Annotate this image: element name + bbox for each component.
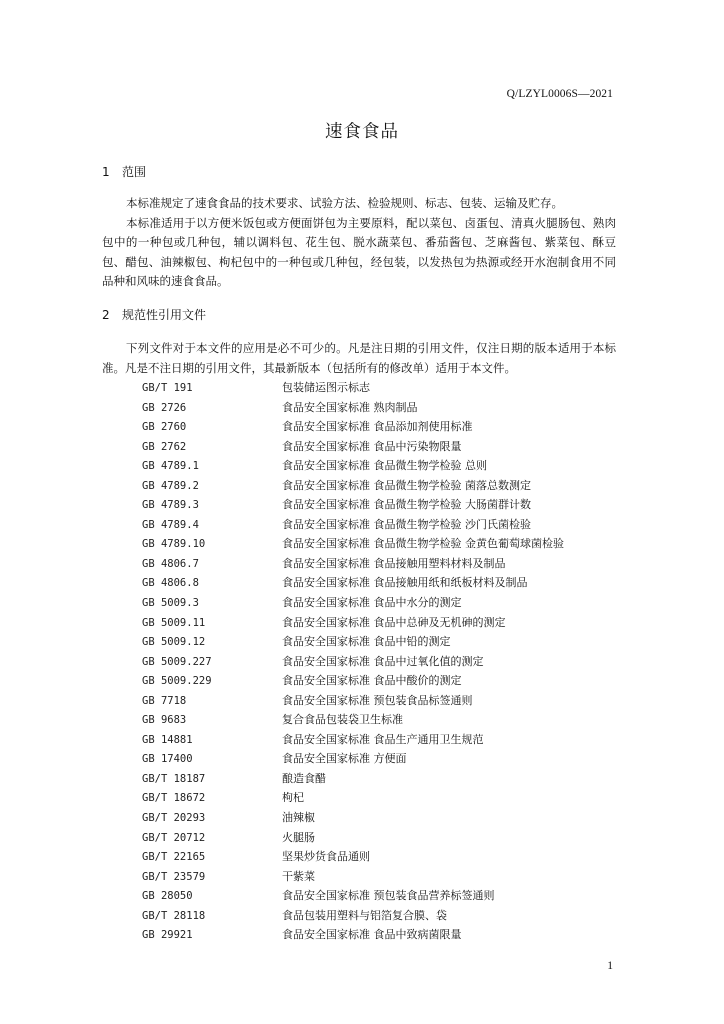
reference-code: GB 5009.12	[142, 636, 206, 649]
reference-item	[142, 554, 622, 574]
reference-item	[142, 378, 622, 398]
reference-item	[142, 515, 622, 535]
page-number: 1	[607, 960, 613, 972]
reference-code: GB/T 20712	[142, 831, 206, 844]
reference-code: GB 2762	[142, 440, 187, 453]
reference-item	[142, 593, 622, 613]
reference-item	[142, 437, 622, 457]
reference-name: 复合食品包装袋卫生标准	[282, 713, 403, 727]
reference-code: GB 2760	[142, 421, 187, 434]
reference-item	[142, 456, 622, 476]
reference-code: GB/T 23579	[142, 870, 206, 883]
reference-item	[142, 691, 622, 711]
reference-code: GB 7718	[142, 694, 187, 707]
reference-item	[142, 788, 622, 808]
reference-item	[142, 828, 622, 848]
reference-code: GB 5009.11	[142, 616, 206, 629]
reference-code: GB/T 191	[142, 382, 193, 394]
reference-name: 食品安全国家标准 预包装食品营养标签通则	[282, 889, 495, 903]
section-1-heading	[102, 163, 146, 180]
reference-code: GB 5009.227	[142, 655, 212, 668]
reference-item	[142, 906, 622, 926]
reference-name: 枸杞	[282, 791, 304, 805]
reference-name: 食品安全国家标准 食品微生物学检验 菌落总数测定	[282, 478, 531, 492]
paragraph: 本标准规定了速食食品的技术要求、试验方法、检验规则、标志、包装、运输及贮存。	[126, 196, 563, 210]
reference-item	[142, 476, 622, 496]
reference-code: GB/T 18187	[142, 772, 206, 785]
reference-name: 食品安全国家标准 食品中水分的测定	[282, 596, 462, 610]
reference-code: GB 17400	[142, 753, 193, 766]
reference-code: GB 4789.10	[142, 538, 206, 551]
reference-name: 食品安全国家标准 熟肉制品	[282, 400, 418, 414]
reference-item	[142, 632, 622, 652]
reference-name: 食品安全国家标准 食品微生物学检验 沙门氏菌检验	[282, 517, 531, 531]
reference-item	[142, 886, 622, 906]
reference-code: GB 14881	[142, 733, 193, 746]
reference-code: GB 2726	[142, 401, 187, 414]
reference-name: 食品安全国家标准 食品中铅的测定	[282, 635, 451, 649]
reference-item	[142, 398, 622, 418]
reference-item	[142, 730, 622, 750]
reference-item	[142, 495, 622, 515]
reference-name: 食品安全国家标准 食品接触用纸和纸板材料及制品	[282, 576, 528, 590]
reference-code: GB/T 18672	[142, 792, 206, 805]
paragraph: 下列文件对于本文件的应用是必不可少的。凡是注日期的引用文件，仅注日期的版本适用于本标准。凡是不注日期的引用文件，其最新版本（包括所有的修改单）适用于本文件。	[102, 341, 616, 375]
reference-name: 食品安全国家标准 食品中酸价的测定	[282, 674, 462, 688]
reference-code: GB/T 20293	[142, 812, 206, 825]
section-2-heading	[102, 306, 206, 323]
reference-name: 食品安全国家标准 食品微生物学检验 总则	[282, 459, 487, 473]
reference-item	[142, 749, 622, 769]
section-2-intro	[102, 339, 616, 378]
reference-item	[142, 613, 622, 633]
reference-name: 食品安全国家标准 方便面	[282, 752, 407, 766]
reference-item	[142, 534, 622, 554]
reference-name: 食品安全国家标准 食品中致病菌限量	[282, 928, 462, 942]
reference-item	[142, 573, 622, 593]
section-title: 范围	[122, 165, 147, 179]
reference-item	[142, 652, 622, 672]
reference-item	[142, 808, 622, 828]
section-1-body	[102, 194, 616, 292]
document-title: 速食食品	[325, 122, 399, 142]
reference-name: 食品安全国家标准 食品接触用塑料材料及制品	[282, 556, 506, 570]
reference-name: 火腿肠	[282, 830, 315, 844]
section-number: 2	[102, 308, 110, 322]
reference-name: 油辣椒	[282, 811, 315, 825]
reference-name: 食品安全国家标准 预包装食品标签通则	[282, 693, 473, 707]
reference-code: GB 29921	[142, 929, 193, 942]
standard-code: Q/LZYL0006S—2021	[506, 88, 613, 100]
reference-code: GB 5009.3	[142, 597, 199, 610]
reference-name: 坚果炒货食品通则	[282, 850, 370, 864]
reference-code: GB 4789.1	[142, 460, 199, 473]
reference-name: 食品安全国家标准 食品中过氧化值的测定	[282, 654, 484, 668]
reference-code: GB 4806.8	[142, 577, 199, 590]
reference-item	[142, 671, 622, 691]
reference-name: 食品安全国家标准 食品中污染物限量	[282, 439, 462, 453]
reference-name: 食品安全国家标准 食品生产通用卫生规范	[282, 732, 484, 746]
reference-item	[142, 769, 622, 789]
reference-item	[142, 847, 622, 867]
reference-name: 酿造食醋	[282, 771, 326, 785]
reference-item	[142, 867, 622, 887]
paragraph: 本标准适用于以方便米饭包或方便面饼包为主要原料，配以菜包、卤蛋包、清真火腿肠包、熟肉包中的一种包或几种包，辅以调料包、花生包、脱水蔬菜包、番茄酱包、芝麻酱包、紫菜包、酥豆包、醋包、油辣椒包、枸杞包中的一种包或几种包，经包装，以发热包为热源或经开水泡制食用不同品种和风味的速食食品。	[102, 215, 616, 288]
reference-code: GB 4789.2	[142, 479, 199, 492]
section-number: 1	[102, 165, 110, 179]
reference-item	[142, 925, 622, 945]
reference-code: GB/T 28118	[142, 909, 206, 922]
reference-name: 包装储运图示标志	[282, 381, 370, 394]
reference-code: GB 4789.3	[142, 499, 199, 512]
reference-name: 食品包装用塑料与铝箔复合膜、袋	[282, 908, 447, 922]
reference-code: GB/T 22165	[142, 851, 206, 864]
section-title: 规范性引用文件	[122, 308, 207, 322]
reference-name: 食品安全国家标准 食品添加剂使用标准	[282, 420, 473, 434]
reference-item	[142, 417, 622, 437]
reference-name: 干紫菜	[282, 869, 315, 883]
reference-name: 食品安全国家标准 食品微生物学检验 金黄色葡萄球菌检验	[282, 537, 564, 551]
reference-code: GB 28050	[142, 890, 193, 903]
reference-list	[142, 378, 622, 945]
reference-name: 食品安全国家标准 食品微生物学检验 大肠菌群计数	[282, 498, 531, 512]
reference-name: 食品安全国家标准 食品中总砷及无机砷的测定	[282, 615, 506, 629]
reference-code: GB 4789.4	[142, 518, 199, 531]
reference-item	[142, 710, 622, 730]
reference-code: GB 4806.7	[142, 557, 199, 570]
reference-code: GB 9683	[142, 714, 187, 727]
reference-code: GB 5009.229	[142, 675, 212, 688]
